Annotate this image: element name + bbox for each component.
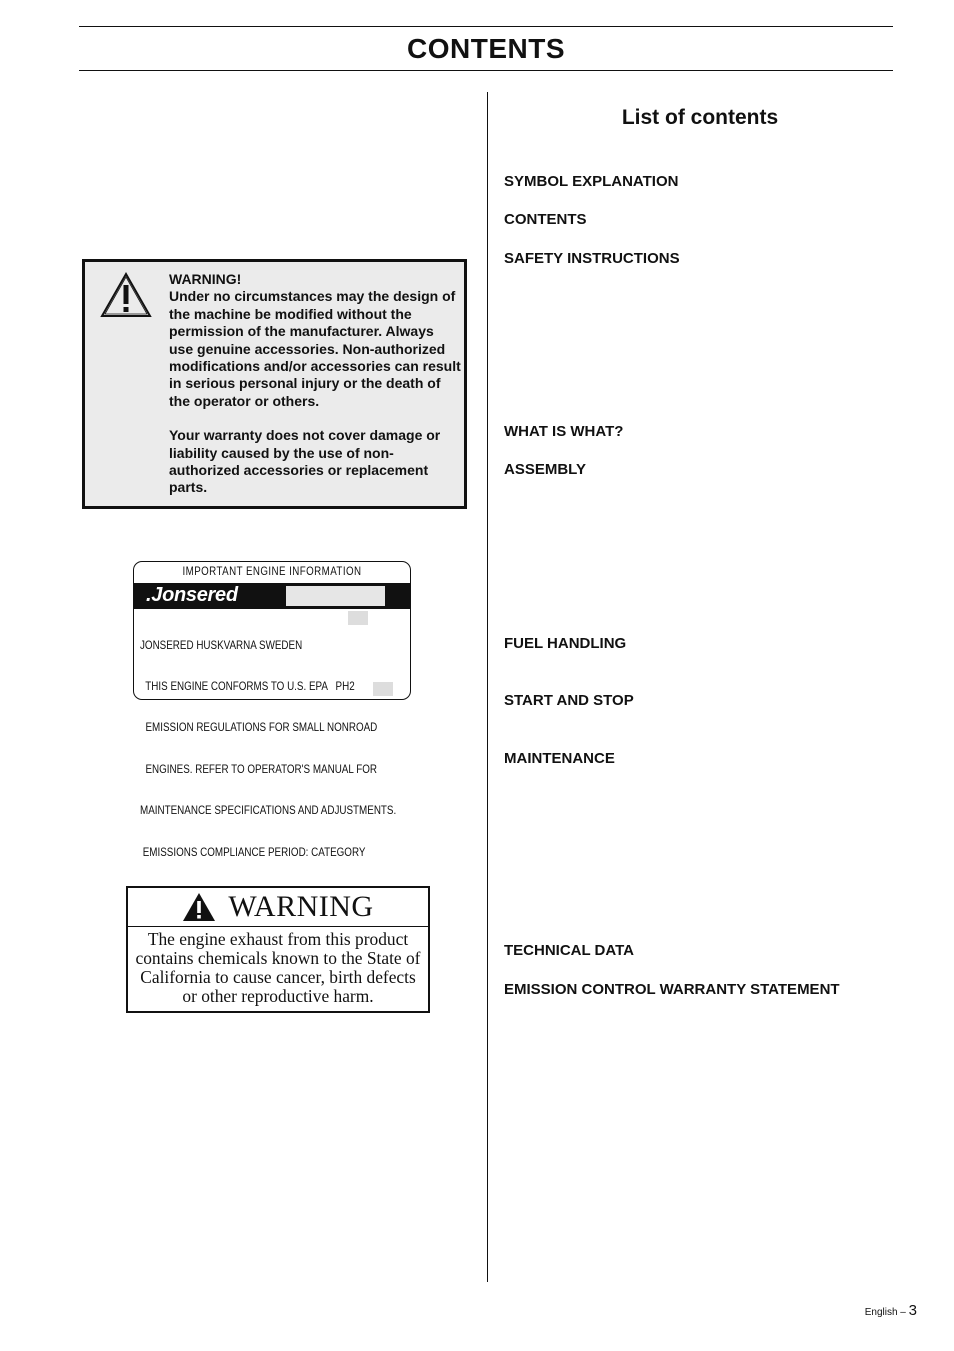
engine-label-line: MAINTENANCE SPECIFICATIONS AND ADJUSTMENTS.: [140, 803, 397, 818]
modification-warning-box: [82, 259, 467, 509]
title-bottom-rule: [79, 70, 893, 71]
toc-item-assembly[interactable]: ASSEMBLY: [504, 461, 586, 478]
engine-label-blank-field: [373, 682, 393, 696]
engine-label-line: THIS ENGINE CONFORMS TO U.S. EPA PH2: [140, 678, 355, 693]
toc-item-start-and-stop[interactable]: START AND STOP: [504, 692, 634, 709]
california-warning-header: [128, 888, 428, 927]
california-warning-body: The engine exhaust from this product contains chemicals known to the State of California to cause cancer, birth defects or other reproductive harm.: [135, 929, 421, 1006]
warning-triangle-icon: [99, 271, 153, 319]
warning-heading: WARNING!: [169, 271, 242, 287]
engine-label-line: JONSERED HUSKVARNA SWEDEN: [140, 637, 303, 652]
column-divider: [487, 92, 488, 1282]
engine-label-text: [140, 611, 397, 887]
engine-label-blank-field: [286, 586, 385, 606]
toc-item-emission-control-warranty[interactable]: EMISSION CONTROL WARRANTY STATEMENT: [504, 981, 840, 998]
page-title: CONTENTS: [407, 33, 565, 64]
engine-label-line: EMISSIONS COMPLIANCE PERIOD: CATEGORY: [140, 844, 366, 859]
page-number: 3: [908, 1302, 917, 1319]
warning-paragraph-2: Your warranty does not cover damage or liability caused by the use of non-authorized accessories or replacement parts.: [169, 427, 441, 496]
engine-label-heading: IMPORTANT ENGINE INFORMATION: [182, 566, 362, 578]
toc-item-fuel-handling[interactable]: FUEL HANDLING: [504, 635, 627, 652]
toc-item-safety-instructions[interactable]: SAFETY INSTRUCTIONS: [504, 250, 680, 267]
warning-triangle-icon: [182, 892, 216, 922]
california-warning-heading: WARNING: [228, 890, 374, 923]
warning-text: [169, 271, 461, 497]
engine-information-label: [133, 561, 411, 859]
page-footer: [865, 1302, 917, 1319]
engine-label-brand-band: [134, 583, 410, 609]
engine-label-line: ENGINES. REFER TO OPERATOR'S MANUAL FOR: [140, 761, 377, 776]
jonsered-logo: .Jonsered: [146, 584, 238, 606]
warning-paragraph-1: Under no circumstances may the design of the machine be modified without the permission of the manufacturer. Always use genuine accessories. Non-authorized modifications and/or accessories can result in serious personal injury or the death of the operator or others.: [169, 288, 461, 409]
title-top-rule: [79, 26, 893, 27]
list-of-contents-heading: List of contents: [621, 106, 779, 129]
toc-item-technical-data[interactable]: TECHNICAL DATA: [504, 942, 634, 959]
toc-item-maintenance[interactable]: MAINTENANCE: [504, 750, 615, 767]
toc-item-what-is-what[interactable]: WHAT IS WHAT?: [504, 423, 624, 440]
toc-item-contents[interactable]: CONTENTS: [504, 211, 587, 228]
california-warning-label: [126, 886, 430, 1013]
engine-label-line: EMISSION REGULATIONS FOR SMALL NONROAD: [140, 720, 378, 735]
toc-item-symbol-explanation[interactable]: SYMBOL EXPLANATION: [504, 173, 679, 190]
footer-language: English –: [864, 1307, 909, 1318]
